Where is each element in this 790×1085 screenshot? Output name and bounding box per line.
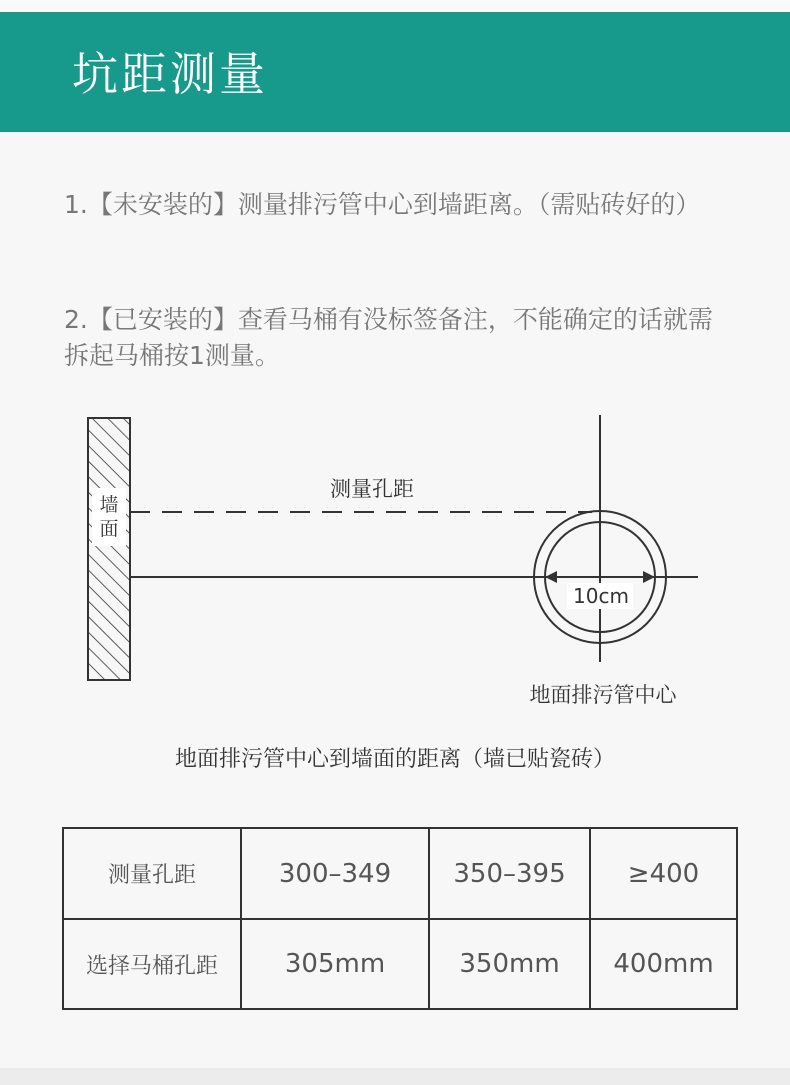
table-cell: 400mm	[590, 919, 737, 1009]
table-cell: ≥400	[590, 828, 737, 919]
instruction-installed: 2.【已安装的】查看马桶有没标签备注，不能确定的话就需拆起马桶按1测量。	[64, 305, 713, 370]
table-row	[63, 919, 737, 1009]
pipe-center-label: 地面排污管中心	[529, 683, 677, 707]
rough-in-spec-table	[62, 827, 738, 1010]
row-header-toilet-rough-in: 选择马桶孔距	[63, 919, 241, 1009]
wall-label-line1: 墙	[99, 494, 119, 516]
row-header-measured-distance: 测量孔距	[63, 828, 241, 919]
instruction-uninstalled: 1.【未安装的】测量排污管中心到墙距离。（需贴砖好的）	[64, 190, 701, 219]
rough-in-diagram	[0, 400, 790, 720]
header-banner	[0, 12, 790, 132]
page-title: 坑距测量	[72, 47, 268, 101]
top-strip	[0, 0, 790, 12]
bottom-strip	[0, 1068, 790, 1085]
table-cell: 350–395	[429, 828, 590, 919]
pipe-diameter-label: 10cm	[573, 584, 629, 608]
table-cell: 350mm	[429, 919, 590, 1009]
table-row	[63, 828, 737, 919]
table-cell: 305mm	[241, 919, 429, 1009]
measurement-label: 测量孔距	[330, 477, 414, 501]
wall-hatched	[88, 418, 130, 680]
diameter-arrow-right	[643, 571, 655, 583]
wall-label-line2: 面	[99, 518, 119, 540]
table-cell: 300–349	[241, 828, 429, 919]
diameter-arrow-left	[545, 571, 557, 583]
diagram-caption: 地面排污管中心到墙面的距离（墙已贴瓷砖）	[174, 747, 615, 772]
